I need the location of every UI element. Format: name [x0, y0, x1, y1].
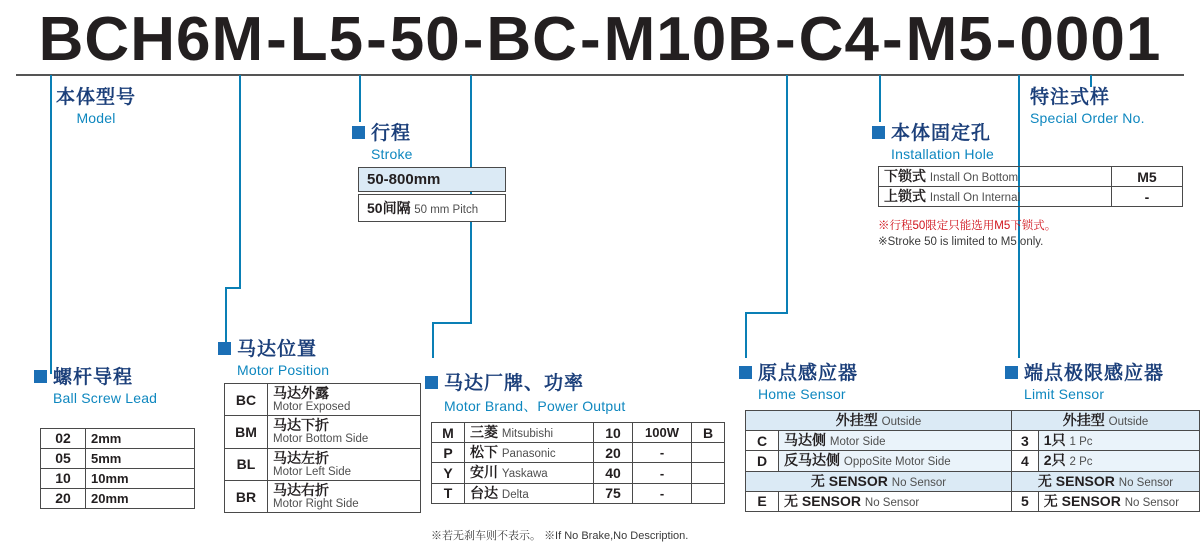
limit-cn-3: 无 SENSOR	[1043, 492, 1121, 509]
group-special-label-en: Special Order No.	[1030, 110, 1145, 126]
limit-cn-1: 2只	[1043, 452, 1066, 469]
pn-seg-model: BCH6M	[38, 5, 265, 74]
motorpos-en-3: Motor Right Side	[273, 498, 359, 511]
brand-en-3: Delta	[501, 488, 529, 501]
leader-home-v2	[745, 312, 747, 358]
hole-row1-en: Install On Internal	[929, 192, 1021, 205]
group-lead-label-en: Ball Screw Lead	[53, 390, 158, 406]
power-code-0: 10	[594, 423, 633, 443]
partno-underline	[16, 74, 1184, 76]
home-cn-1: 反马达侧	[784, 452, 840, 469]
leader-model-v	[50, 120, 52, 374]
pn-dash-6: -	[881, 5, 904, 74]
leader-brand-h	[432, 322, 472, 324]
hole-note-en: ※Stroke 50 is limited to M5 only.	[878, 235, 1044, 248]
home-cn-3: 无 SENSOR	[784, 492, 862, 509]
motor-brand-table	[431, 422, 725, 504]
group-brand-label-en: Motor Brand、Power Output	[444, 398, 626, 414]
brake-code-0: B	[692, 423, 725, 443]
lead-code-1: 05	[41, 448, 86, 468]
limit-en-2: No Sensor	[1118, 476, 1174, 489]
table-row	[1012, 431, 1200, 451]
part-number	[0, 4, 1200, 75]
group-model	[56, 82, 136, 126]
leader-home-v1	[786, 75, 788, 312]
lead-label-1: 5mm	[91, 450, 122, 466]
motor-brand-note	[431, 527, 688, 543]
hole-row0-value: M5	[1137, 168, 1157, 185]
brand-en-0: Mitsubishi	[501, 428, 554, 440]
stroke-pitch-en: 50 mm Pitch	[414, 204, 479, 216]
limit-code-3: 5	[1012, 491, 1039, 511]
brake-code-3	[692, 483, 725, 503]
limit-en-1: 2 Pc	[1069, 456, 1093, 469]
home-sensor-table	[745, 410, 1012, 512]
home-en-3: No Sensor	[864, 496, 920, 509]
power-code-1: 20	[594, 443, 633, 463]
hole-note-cn: ※行程50限定只能选用M5下锁式。	[878, 220, 1057, 232]
brand-en-1: Panasonic	[501, 448, 556, 461]
limit-header-cn: 外挂型	[1062, 412, 1105, 428]
stroke-pitch-row	[358, 194, 506, 222]
motorpos-cn-1: 马达下折	[273, 417, 329, 434]
bullet-square-icon	[1005, 366, 1018, 379]
group-home-label-en: Home Sensor	[758, 386, 846, 402]
limit-cn-2: 无 SENSOR	[1037, 472, 1115, 489]
hole-row1-value: -	[1144, 188, 1150, 205]
leader-model-h	[50, 75, 52, 121]
power-label-3: -	[659, 485, 665, 501]
home-en-2: No Sensor	[891, 476, 947, 489]
pn-seg-motor-brand: M10B	[603, 5, 774, 74]
motorpos-en-2: Motor Left Side	[273, 465, 351, 478]
group-stroke-label-cn: 行程	[371, 123, 412, 144]
brand-en-2: Yaskawa	[501, 468, 548, 481]
limit-code-1: 4	[1012, 451, 1039, 471]
leader-stroke-v	[359, 75, 361, 122]
limit-sensor-table	[1011, 410, 1200, 512]
table-row	[432, 443, 725, 463]
brand-code-0: M	[432, 423, 465, 443]
table-row	[746, 431, 1012, 451]
group-model-label-cn: 本体型号	[56, 87, 137, 108]
pn-dash-2: -	[366, 5, 388, 74]
table-row	[879, 187, 1183, 207]
hole-row0-en: Install On Bottom	[929, 172, 1019, 184]
leader-lead-v	[239, 75, 241, 287]
bullet-square-icon	[739, 366, 752, 379]
table-row	[746, 491, 1012, 511]
group-home-label-cn: 原点感应器	[758, 363, 859, 384]
limit-en-3: No Sensor	[1124, 496, 1180, 509]
table-row	[1012, 491, 1200, 511]
table-row	[746, 471, 1012, 491]
lead-label-2: 10mm	[91, 470, 129, 486]
pn-dash-7: -	[995, 5, 1018, 74]
table-row	[1012, 411, 1200, 431]
brand-cn-3: 台达	[470, 484, 498, 501]
group-lead-label-cn: 螺杆导程	[53, 367, 134, 388]
motorpos-cn-0: 马达外露	[273, 385, 329, 401]
motorpos-code-3: BR	[225, 480, 268, 512]
pn-seg-stroke: 50	[389, 5, 461, 74]
group-home-sensor	[739, 358, 858, 402]
brand-code-2: Y	[432, 463, 465, 483]
table-row	[41, 429, 195, 449]
leader-motorpos-h	[225, 287, 241, 289]
group-special-order	[1030, 82, 1145, 126]
home-header-cn: 外挂型	[835, 412, 878, 428]
leader-home-h	[745, 312, 788, 314]
brake-code-1	[692, 443, 725, 463]
group-brand-label-cn: 马达厂牌、功率	[444, 373, 585, 394]
table-row	[41, 468, 195, 488]
pn-dash-3: -	[462, 5, 485, 74]
home-en-1: OppoSite Motor Side	[843, 456, 951, 469]
home-code-1: D	[746, 451, 779, 471]
brake-code-2	[692, 463, 725, 483]
lead-code-0: 02	[41, 429, 86, 449]
table-row	[41, 448, 195, 468]
limit-code-0: 3	[1012, 431, 1039, 451]
table-row	[225, 416, 421, 448]
limit-cn-0: 1只	[1043, 432, 1066, 449]
home-header-en: Outside	[881, 416, 922, 428]
installation-hole-note	[878, 219, 1056, 250]
leader-hole-v	[879, 75, 881, 122]
group-hole-label-en: Installation Hole	[891, 146, 995, 162]
motor-position-table	[224, 383, 421, 513]
brand-code-3: T	[432, 483, 465, 503]
brand-cn-0: 三菱	[470, 424, 498, 440]
installation-hole-table	[878, 166, 1183, 207]
brand-code-1: P	[432, 443, 465, 463]
table-row	[225, 384, 421, 416]
pn-seg-home-sensor: C4	[798, 5, 880, 74]
table-row	[225, 480, 421, 512]
pn-seg-installation-hole: M5	[905, 5, 994, 74]
bullet-square-icon	[872, 126, 885, 139]
table-row	[746, 411, 1012, 431]
table-row	[746, 451, 1012, 471]
home-cn-0: 马达侧	[784, 432, 826, 449]
motorpos-code-1: BM	[225, 416, 268, 448]
table-row	[879, 167, 1183, 187]
stroke-pitch-cn: 50间隔	[367, 200, 411, 216]
group-special-label-cn: 特注式样	[1030, 87, 1111, 108]
group-motorpos-label-cn: 马达位置	[237, 339, 318, 360]
bullet-square-icon	[425, 376, 438, 389]
group-motor-brand	[425, 368, 625, 416]
pn-seg-motor-position: BC	[486, 5, 578, 74]
group-limit-label-en: Limit Sensor	[1024, 386, 1105, 402]
lead-code-2: 10	[41, 468, 86, 488]
motorpos-en-0: Motor Exposed	[273, 401, 351, 414]
power-label-2: -	[659, 465, 665, 481]
hole-row0-cn: 下锁式	[884, 168, 926, 184]
brand-cn-2: 安川	[470, 464, 498, 481]
stroke-range-value: 50-800mm	[358, 167, 506, 192]
group-limit-label-cn: 端点极限感应器	[1024, 363, 1165, 384]
ball-screw-lead-table	[40, 428, 195, 509]
power-code-2: 40	[594, 463, 633, 483]
table-row	[1012, 451, 1200, 471]
bullet-square-icon	[352, 126, 365, 139]
motorpos-cn-3: 马达右折	[273, 481, 329, 498]
lead-code-3: 20	[41, 488, 86, 508]
table-row	[432, 423, 725, 443]
power-label-0: 100W	[645, 425, 679, 441]
table-row	[41, 488, 195, 508]
group-hole-label-cn: 本体固定孔	[891, 123, 992, 144]
motorpos-en-1: Motor Bottom Side	[273, 433, 369, 446]
home-code-0: C	[746, 431, 779, 451]
power-code-3: 75	[594, 483, 633, 503]
motorpos-code-0: BC	[225, 384, 268, 416]
group-motor-position	[218, 334, 329, 378]
group-ball-screw-lead	[34, 362, 157, 406]
table-row	[1012, 471, 1200, 491]
pn-dash-4: -	[579, 5, 602, 74]
power-label-1: -	[659, 445, 665, 461]
table-row	[225, 448, 421, 480]
group-limit-sensor	[1005, 358, 1164, 402]
limit-en-0: 1 Pc	[1069, 436, 1093, 449]
pn-seg-special-order: 0001	[1019, 5, 1162, 74]
brand-note-en: ※If No Brake,No Description.	[544, 530, 689, 542]
brand-note-cn: ※若无刹车则不表示。	[431, 530, 541, 542]
table-row	[432, 463, 725, 483]
leader-brand-v2	[432, 322, 434, 358]
table-row	[432, 483, 725, 503]
pn-dash-1: -	[266, 5, 288, 74]
bullet-square-icon	[218, 342, 231, 355]
home-en-0: Motor Side	[829, 436, 886, 449]
pn-dash-5: -	[775, 5, 797, 74]
pn-seg-lead: L5	[289, 5, 365, 74]
limit-header-en: Outside	[1108, 416, 1149, 428]
lead-label-0: 2mm	[91, 431, 122, 446]
bullet-square-icon	[34, 370, 47, 383]
group-installation-hole	[872, 118, 994, 162]
motorpos-code-2: BL	[225, 448, 268, 480]
home-code-3: E	[746, 491, 779, 511]
group-motorpos-label-en: Motor Position	[237, 362, 330, 378]
lead-label-3: 20mm	[91, 490, 129, 506]
home-cn-2: 无 SENSOR	[810, 472, 888, 489]
group-stroke-label-en: Stroke	[371, 146, 413, 162]
leader-limit-v1	[1018, 75, 1020, 358]
hole-row1-cn: 上锁式	[884, 188, 926, 205]
group-model-label-en: Model	[76, 110, 116, 126]
group-stroke	[352, 118, 413, 162]
motorpos-cn-2: 马达左折	[273, 449, 329, 466]
brand-cn-1: 松下	[470, 444, 498, 461]
